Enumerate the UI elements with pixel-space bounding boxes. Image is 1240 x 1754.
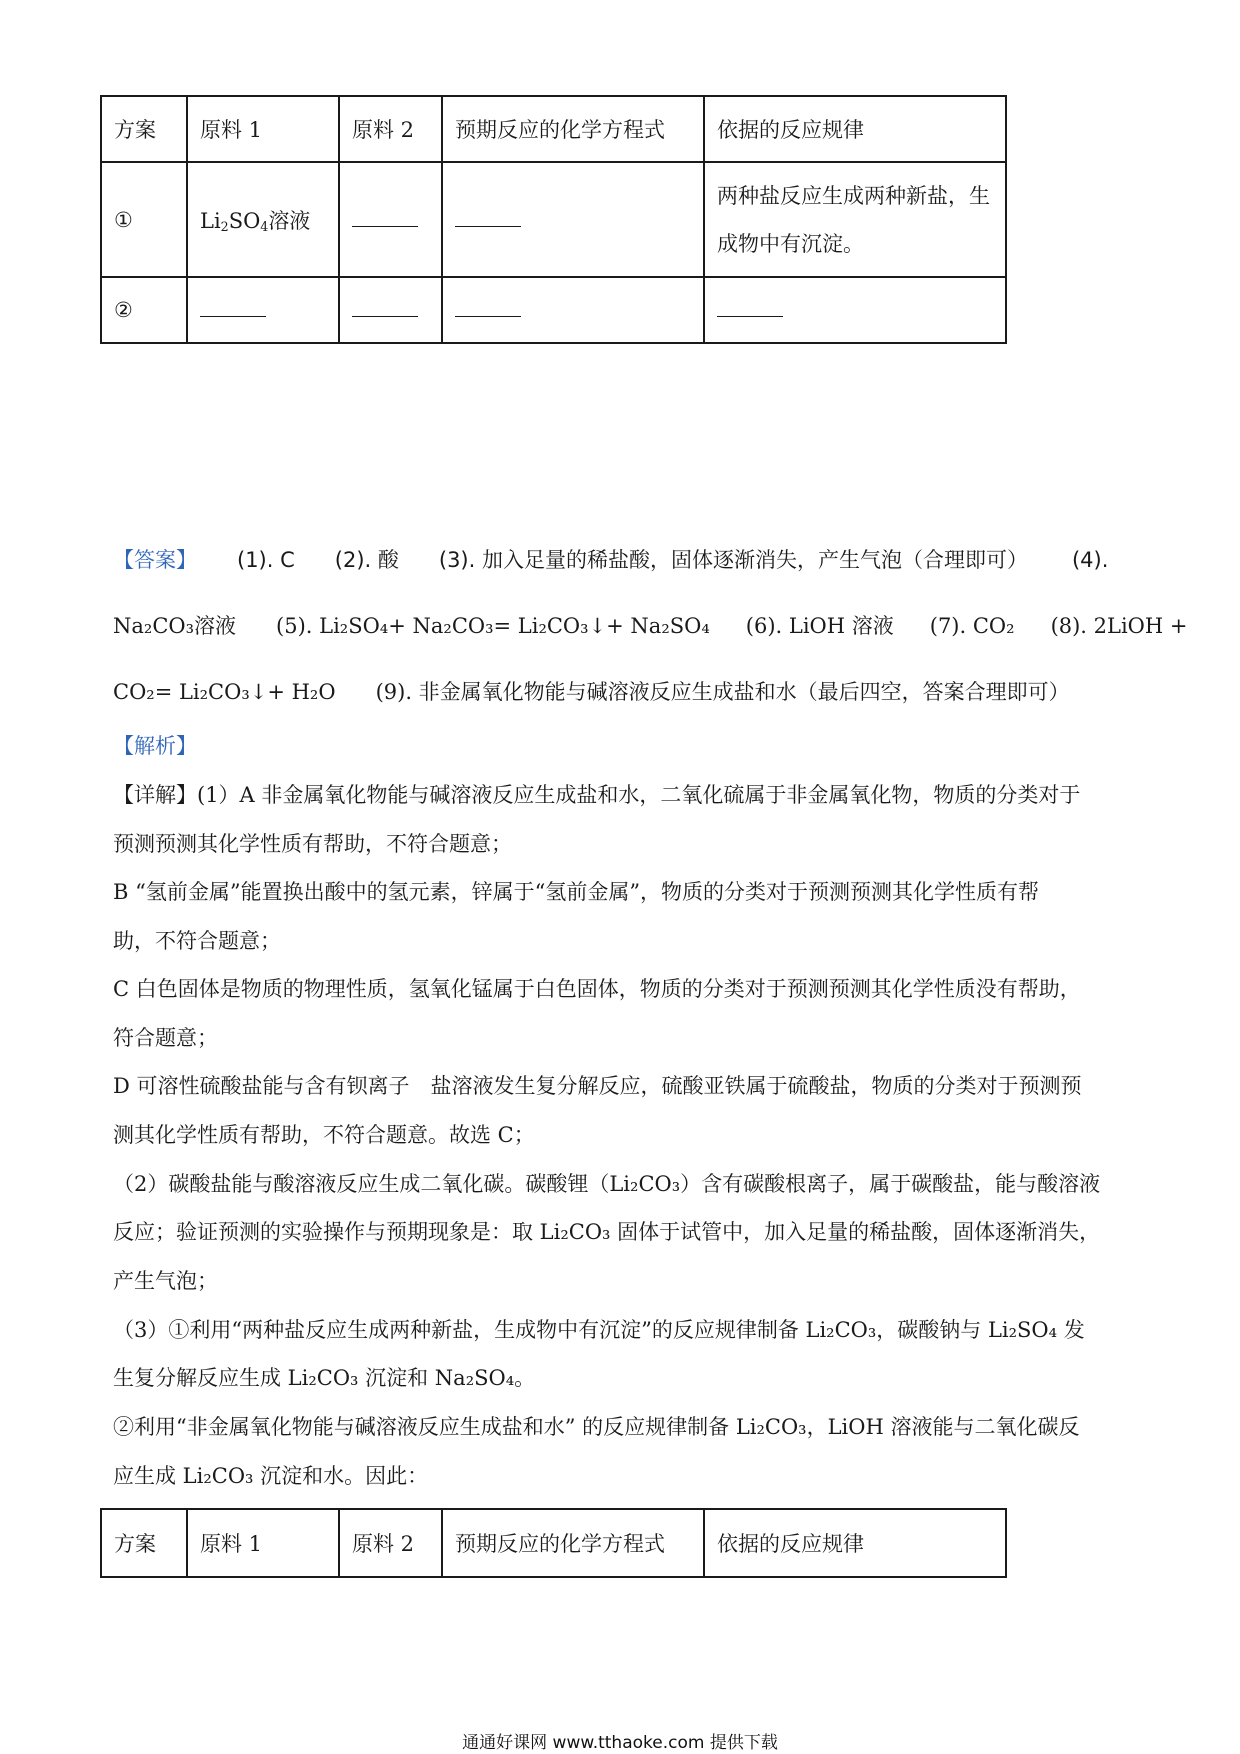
answer-tag: 【答案】: [113, 548, 197, 572]
analysis-line: B “氢前金属”能置换出酸中的氢元素，锌属于“氢前金属”，物质的分类对于预测预测其化学性质有帮: [113, 880, 1040, 904]
answer-8: (8). 2LiOH +: [1050, 614, 1188, 638]
answer-blank: [717, 298, 783, 317]
analysis-line: 产生气泡；: [113, 1269, 218, 1293]
answer-3: (3). 加入足量的稀盐酸，固体逐渐消失，产生气泡（合理即可）: [438, 548, 1028, 572]
header-cell: 预期反应的化学方程式: [442, 1509, 704, 1577]
header-cell: 原料 2: [339, 1509, 442, 1577]
table-header-row: [101, 1509, 1006, 1577]
answer-line-2: [113, 610, 1188, 640]
header-cell: 依据的反应规律: [704, 1509, 1006, 1577]
page-footer: 通通好课网 www.tthaoke.com 提供下载: [462, 1733, 778, 1753]
analysis-line: 【详解】(1）A 非金属氧化物能与碱溶液反应生成盐和水，二氧化硫属于非金属氧化物，物质的分类对于: [113, 783, 1081, 807]
table-row: [101, 277, 1006, 343]
table-row: [101, 162, 1006, 277]
header-cell: 原料 1: [187, 1509, 339, 1577]
answer-blank: [200, 298, 266, 317]
material2-cell: [339, 162, 442, 277]
analysis-line: D 可溶性硫酸盐能与含有钡离子 盐溶液发生复分解反应，硫酸亚铁属于硫酸盐，物质的分类对于预测预: [113, 1074, 1082, 1098]
analysis-tag: 【解析】: [113, 734, 197, 758]
material1-cell: $Li_2SO_4$溶液: [187, 162, 339, 277]
analysis-line: ②利用“非金属氧化物能与碱溶液反应生成盐和水” 的反应规律制备 Li₂CO₃，LiOH 溶液能与二氧化碳反: [113, 1415, 1080, 1439]
answer-blank: [455, 208, 521, 227]
analysis-line: 测其化学性质有帮助，不符合题意。故选 C；: [113, 1123, 535, 1147]
answer-5: (5). Li₂SO₄+ Na₂CO₃= Li₂CO₃↓+ Na₂SO₄: [276, 614, 710, 638]
analysis-line: C 白色固体是物质的物理性质，氢氧化锰属于白色固体，物质的分类对于预测预测其化学性质没有帮助，: [113, 977, 1081, 1001]
row-label: ①: [101, 162, 187, 277]
answer-8-text: CO₂= Li₂CO₃↓+ H₂O: [113, 680, 336, 704]
analysis-line: 反应；验证预测的实验操作与预期现象是：取 Li₂CO₃ 固体于试管中，加入足量的稀盐酸，固体逐渐消失，: [113, 1220, 1101, 1244]
header-cell: 预期反应的化学方程式: [442, 96, 704, 162]
rule-cell: 两种盐反应生成两种新盐，生 成物中有沉淀。: [704, 162, 1006, 277]
header-cell: 方案: [101, 1509, 187, 1577]
material1-cell: [187, 277, 339, 343]
header-cell: 原料 2: [339, 96, 442, 162]
answer-line-3: [113, 676, 1128, 706]
answer-4: (4).: [1071, 548, 1109, 572]
analysis-line: 预测预测其化学性质有帮助，不符合题意；: [113, 832, 512, 856]
analysis-line: 助，不符合题意；: [113, 929, 281, 953]
experiment-table: [100, 95, 1007, 344]
table-header-row: [101, 96, 1006, 162]
analysis-line: 生复分解反应生成 Li₂CO₃ 沉淀和 Na₂SO₄。: [113, 1366, 536, 1390]
equation-cell: [442, 162, 704, 277]
answer-9: (9). 非金属氧化物能与碱溶液反应生成盐和水（最后四空，答案合理即可）: [375, 680, 1070, 704]
material2-cell: [339, 277, 442, 343]
answer-blank: [352, 208, 418, 227]
answer-6: (6). LiOH 溶液: [745, 614, 894, 638]
rule-cell: [704, 277, 1006, 343]
analysis-line: 符合题意；: [113, 1026, 218, 1050]
answer-2: (2). 酸: [334, 548, 399, 572]
answer-7: (7). CO₂: [929, 614, 1015, 638]
row-label: ②: [101, 277, 187, 343]
header-cell: 原料 1: [187, 96, 339, 162]
answer-4-text: Na₂CO₃溶液: [113, 614, 237, 638]
answer-blank: [352, 298, 418, 317]
answer-blank: [455, 298, 521, 317]
analysis-line: （2）碳酸盐能与酸溶液反应生成二氧化碳。碳酸锂（Li₂CO₃）含有碳酸根离子，属于碳酸盐，能与酸溶液: [113, 1172, 1101, 1196]
equation-cell: [442, 277, 704, 343]
analysis-line: 应生成 Li₂CO₃ 沉淀和水。因此：: [113, 1464, 429, 1488]
answer-1: (1). C: [237, 548, 295, 572]
result-table: [100, 1508, 1007, 1578]
header-cell: 方案: [101, 96, 187, 162]
header-cell: 依据的反应规律: [704, 96, 1006, 162]
answer-line-1: [113, 544, 1128, 574]
analysis-line: （3）①利用“两种盐反应生成两种新盐，生成物中有沉淀”的反应规律制备 Li₂CO₃，碳酸钠与 Li₂SO₄ 发: [113, 1318, 1085, 1342]
